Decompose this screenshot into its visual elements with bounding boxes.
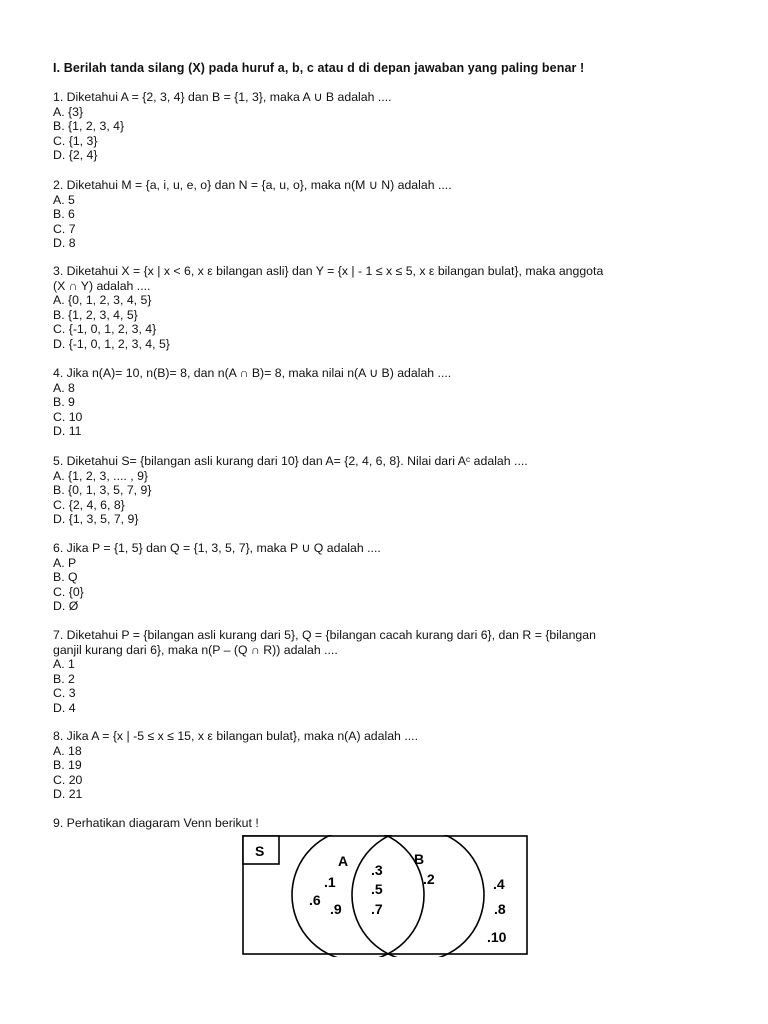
question-stem: 6. Jika P = {1, 5} dan Q = {1, 3, 5, 7}, maka P ∪ Q adalah .... [53, 541, 381, 555]
element-only-a: .1 [324, 874, 336, 890]
question-stem: 5. Diketahui S= {bilangan asli kurang dari 10} dan A= {2, 4, 6, 8}. Nilai dari Aᶜ adalah .... [53, 454, 528, 468]
question-stem: 2. Diketahui M = {a, i, u, e, o} dan N = {a, u, o}, maka n(M ∪ N) adalah .... [53, 178, 452, 192]
question-stem: 1. Diketahui A = {2, 3, 4} dan B = {1, 3}, maka A ∪ B adalah .... [53, 90, 392, 104]
option-c[interactable]: C. {-1, 0, 1, 2, 3, 4} [53, 322, 157, 337]
question-stem: 8. Jika A = {x | -5 ≤ x ≤ 15, x ε bilangan bulat}, maka n(A) adalah .... [53, 729, 418, 743]
option-d[interactable]: D. {1, 3, 5, 7, 9} [53, 512, 139, 527]
option-c[interactable]: C. 7 [53, 221, 76, 236]
option-b[interactable]: B. 6 [53, 207, 75, 222]
option-b[interactable]: B. {1, 2, 3, 4, 5} [53, 307, 138, 322]
question-5 [53, 454, 528, 527]
option-b[interactable]: B. {0, 1, 3, 5, 7, 9} [53, 483, 152, 498]
option-d[interactable]: D. 11 [53, 424, 82, 439]
option-b[interactable]: B. 19 [53, 758, 82, 773]
question-1 [53, 90, 392, 163]
element-intersection: .5 [371, 881, 383, 897]
question-stem-continued: ganjil kurang dari 6}, maka n(P – (Q ∩ R)) adalah .... [53, 642, 338, 657]
set-b-label: B [414, 851, 425, 867]
venn-diagram [240, 835, 530, 957]
option-a[interactable]: A. 5 [53, 192, 75, 207]
option-a[interactable]: A. {0, 1, 2, 3, 4, 5} [53, 293, 152, 308]
element-only-b: .2 [423, 871, 435, 887]
element-outside: .10 [487, 929, 507, 945]
question-stem-continued: (X ∩ Y) adalah .... [53, 278, 151, 293]
option-c[interactable]: C. 20 [53, 772, 83, 787]
option-a[interactable]: A. {1, 2, 3, .... , 9} [53, 468, 149, 483]
option-d[interactable]: D. {-1, 0, 1, 2, 3, 4, 5} [53, 336, 170, 351]
question-7 [53, 628, 596, 716]
option-d[interactable]: D. {2, 4} [53, 148, 98, 163]
question-6 [53, 541, 381, 614]
element-only-a: .9 [330, 901, 342, 917]
option-c[interactable]: C. {0} [53, 584, 84, 599]
option-c[interactable]: C. 3 [53, 686, 76, 701]
option-b[interactable]: B. {1, 2, 3, 4} [53, 119, 125, 134]
universe-label: S [255, 843, 265, 859]
option-d[interactable]: D. 4 [53, 700, 76, 715]
option-b[interactable]: B. 2 [53, 671, 75, 686]
option-d[interactable]: D. Ø [53, 599, 79, 614]
element-intersection: .7 [371, 901, 383, 917]
question-stem: 4. Jika n(A)= 10, n(B)= 8, dan n(A ∩ B)= 8, maka nilai n(A ∪ B) adalah .... [53, 366, 452, 380]
element-outside: .4 [493, 876, 505, 892]
instruction-heading: I. Berilah tanda silang (X) pada huruf a, b, c atau d di depan jawaban yang paling benar ! [53, 61, 585, 75]
option-d[interactable]: D. 21 [53, 787, 83, 802]
option-d[interactable]: D. 8 [53, 236, 76, 251]
question-stem: 7. Diketahui P = {bilangan asli kurang dari 5}, Q = {bilangan cacah kurang dari 6}, dan R = {bilangan [53, 628, 596, 642]
option-a[interactable]: A. P [53, 555, 77, 570]
question-2 [53, 178, 452, 251]
option-a[interactable]: A. {3} [53, 104, 84, 119]
option-a[interactable]: A. 1 [53, 657, 75, 672]
element-intersection: .3 [371, 862, 383, 878]
element-only-a: .6 [309, 892, 321, 908]
question-stem: 9. Perhatikan diagaram Venn berikut ! [53, 816, 259, 830]
question-9 [53, 816, 259, 831]
option-c[interactable]: C. 10 [53, 409, 83, 424]
question-4 [53, 366, 451, 439]
option-a[interactable]: A. 18 [53, 743, 82, 758]
question-3 [53, 264, 603, 352]
element-outside: .8 [494, 901, 506, 917]
option-c[interactable]: C. {2, 4, 6, 8} [53, 497, 125, 512]
question-stem: 3. Diketahui X = {x | x < 6, x ε bilangan asli} dan Y = {x | - 1 ≤ x ≤ 5, x ε bilangan bulat}, maka anggota [53, 264, 604, 278]
option-b[interactable]: B. Q [53, 570, 78, 585]
option-c[interactable]: C. {1, 3} [53, 133, 98, 148]
set-a-label: A [338, 853, 349, 869]
option-a[interactable]: A. 8 [53, 380, 75, 395]
question-8 [53, 729, 418, 802]
option-b[interactable]: B. 9 [53, 395, 75, 410]
